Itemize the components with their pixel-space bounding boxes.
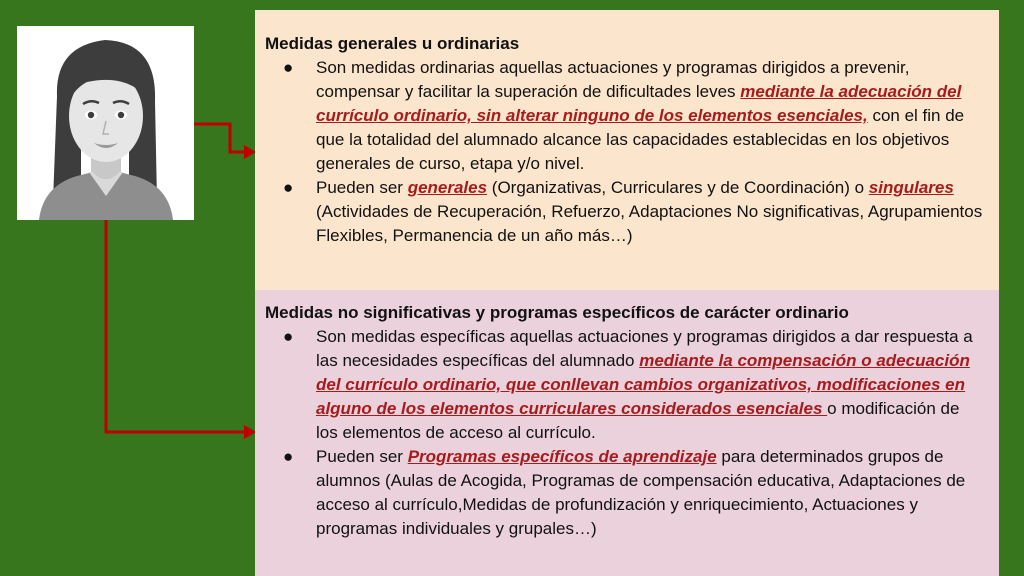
- highlight-text: mediante la compensación o adecuación del currículo ordinario, que conllevan cambios organizativos, modificaciones en alguno de los elementos curriculares considerados esenciales: [316, 351, 970, 418]
- bullet-dot-icon: ●: [283, 58, 294, 77]
- panel-title-general: Medidas generales u ordinarias: [265, 34, 520, 53]
- bullet-list-specific: [265, 325, 985, 541]
- highlight-text: generales: [407, 178, 488, 197]
- bullet-text: con el fin de que la totalidad del alumnado alcance las capacidades establecidas en los objetivos generales de curso, etapa y/o nivel.: [316, 106, 965, 173]
- highlight-text: mediante la adecuación del currículo ordinario, sin alterar ninguno de los elementos esenciales,: [316, 82, 962, 125]
- woman-avatar-icon: [17, 26, 194, 220]
- bullet-text: para determinados grupos de alumnos (Aulas de Acogida, Programas de compensación educativa, Adaptaciones de acceso al currículo,Medidas de profundización y enriquecimiento, Actuaciones y programas individuales y grupales…): [316, 447, 966, 538]
- bullet-text: (Organizativas, Curriculares y de Coordinación) o: [487, 178, 869, 197]
- list-item: [265, 176, 985, 248]
- bullet-text: Son medidas específicas aquellas actuaciones y programas dirigidos a dar respuesta a las necesidades específicas del alumnado: [316, 327, 973, 370]
- list-item: [265, 325, 985, 445]
- list-item: [265, 445, 985, 541]
- list-item: [265, 56, 985, 176]
- highlight-text: singulares: [868, 178, 954, 197]
- panel-specific-measures: [255, 290, 999, 576]
- bullet-list-general: [265, 56, 985, 248]
- bullet-text: Son medidas ordinarias aquellas actuaciones y programas dirigidos a prevenir, compensar y facilitar la superación de dificultades leves: [316, 58, 910, 101]
- highlight-text: Programas específicos de aprendizaje: [407, 447, 717, 466]
- connector-arrow-general: [194, 124, 244, 152]
- bullet-text: (Actividades de Recuperación, Refuerzo, Adaptaciones No significativas, Agrupamientos Flexibles, Permanencia de un año más…): [316, 202, 983, 245]
- bullet-dot-icon: ●: [283, 447, 294, 466]
- bullet-text: Pueden ser: [316, 447, 408, 466]
- panel-title-specific: Medidas no significativas y programas específicos de carácter ordinario: [265, 303, 849, 322]
- bullet-dot-icon: ●: [283, 327, 294, 346]
- avatar: [17, 26, 194, 220]
- bullet-dot-icon: ●: [283, 178, 294, 197]
- bullet-text: Pueden ser: [316, 178, 408, 197]
- bullet-text: o modificación de los elementos de acceso al currículo.: [316, 399, 960, 442]
- panel-general-measures: [255, 10, 999, 290]
- connector-arrow-specific: [106, 220, 244, 432]
